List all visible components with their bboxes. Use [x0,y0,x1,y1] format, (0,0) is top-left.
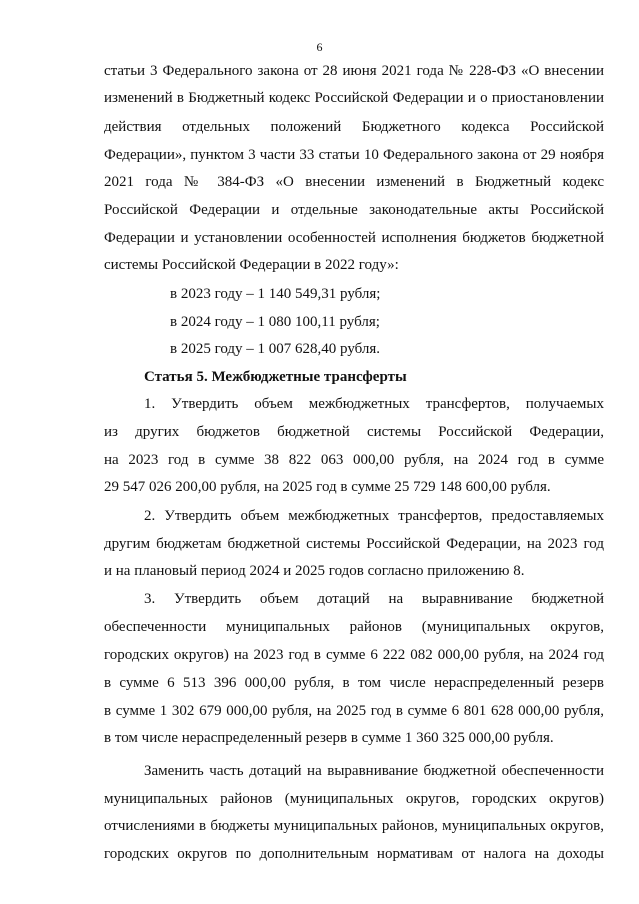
text-line: отчислениями в бюджеты муниципальных районов, муниципальных округов, [104,818,604,834]
text-line: действия отдельных положений Бюджетного кодекса Российской [104,119,604,135]
text-line: в том числе нераспределенный резерв в сумме 1 360 325 000,00 рубля. [104,730,554,746]
text-line: изменений в Бюджетный кодекс Российской Федерации и о приостановлении [104,90,604,106]
text-line: городских округов) на 2023 год в сумме 6 222 082 000,00 рубля, на 2024 год [104,647,604,663]
list-item: в 2024 году – 1 080 100,11 рубля; [170,314,380,330]
page-number: 6 [316,40,323,54]
text-line: статьи 3 Федерального закона от 28 июня 2021 года № 228-ФЗ «О внесении [104,63,604,79]
list-item: в 2025 году – 1 007 628,40 рубля. [170,341,381,357]
paragraph-first-line: Заменить часть дотаций на выравнивание бюджетной обеспеченности [144,763,604,779]
text-line: другим бюджетам бюджетной системы Российской Федерации, на 2023 год [104,536,604,552]
text-line: 2021 года № 384-ФЗ «О внесении изменений в Бюджетный кодекс [104,174,604,190]
article-heading: Статья 5. Межбюджетные трансферты [144,369,407,385]
text-line: на 2023 год в сумме 38 822 063 000,00 рубля, на 2024 год в сумме [104,452,604,468]
text-line: Федерации», пунктом 3 части 33 статьи 10 Федерального закона от 29 ноября [104,147,604,163]
text-line: Российской Федерации и отдельные законодательные акты Российской [104,202,604,218]
text-line: 29 547 026 200,00 рубля, на 2025 год в сумме 25 729 148 600,00 рубля. [104,479,551,495]
list-item: в 2023 году – 1 140 549,31 рубля; [170,286,381,302]
text-line: обеспеченности муниципальных районов (муниципальных округов, [104,619,604,635]
text-line: городских округов по дополнительным нормативам от налога на доходы [104,846,604,862]
text-line: муниципальных районов (муниципальных округов, городских округов) [104,791,604,807]
paragraph-first-line: 2. Утвердить объем межбюджетных трансфертов, предоставляемых [144,508,604,524]
text-line: в сумме 1 302 679 000,00 рубля, на 2025 год в сумме 6 801 628 000,00 рубля, [104,703,604,719]
text-line: из других бюджетов бюджетной системы Российской Федерации, [104,424,604,440]
text-line: системы Российской Федерации в 2022 году»: [104,257,399,273]
text-line: Федерации и установлении особенностей исполнения бюджетов бюджетной [104,230,604,246]
paragraph-first-line: 3. Утвердить объем дотаций на выравнивание бюджетной [144,591,604,607]
paragraph-first-line: 1. Утвердить объем межбюджетных трансфертов, получаемых [144,396,604,412]
text-line: и на плановый период 2024 и 2025 годов согласно приложению 8. [104,563,525,579]
text-line: в сумме 6 513 396 000,00 рубля, в том числе нераспределенный резерв [104,675,604,691]
